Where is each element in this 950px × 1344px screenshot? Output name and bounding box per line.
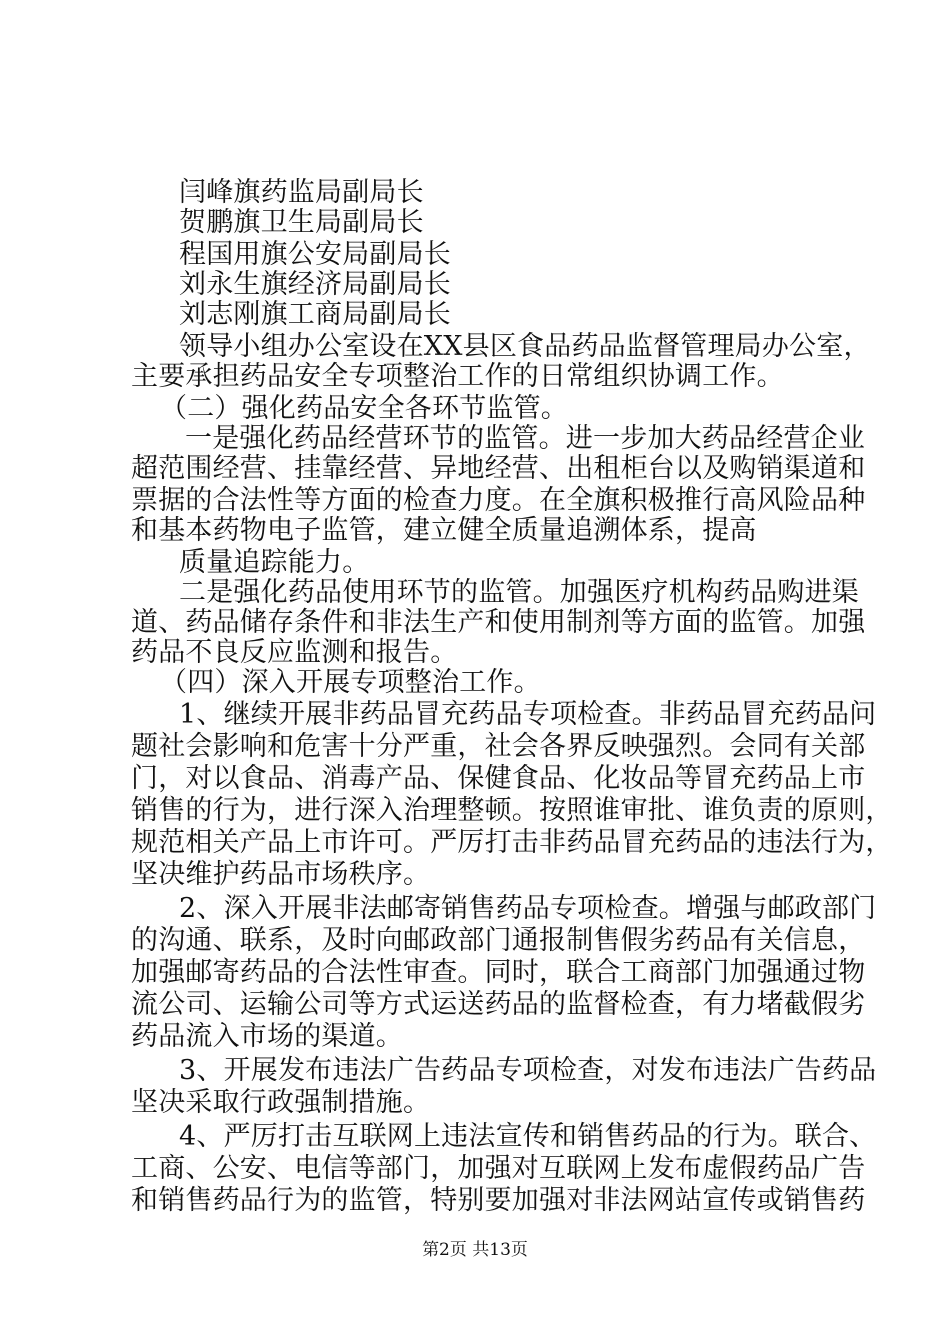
text-line: 销售的行为，进行深入治理整顿。按照谁审批、谁负责的原则， <box>131 795 893 826</box>
text-line: 和销售药品行为的监管，特别要加强对非法网站宣传或销售药 <box>131 1185 866 1216</box>
page-number-footer: 第2页 共13页 <box>422 1240 528 1260</box>
text-line: 闫峰旗药监局副局长 <box>179 177 424 208</box>
text-line: 门，对以食品、消毒产品、保健食品、化妆品等冒充药品上市 <box>131 763 866 794</box>
text-line: 二是强化药品使用环节的监管。加强医疗机构药品购进渠 <box>179 577 859 608</box>
text-line: 一是强化药品经营环节的监管。进一步加大药品经营企业 <box>185 423 865 454</box>
text-line: 超范围经营、挂靠经营、异地经营、出租柜台以及购销渠道和 <box>131 453 866 484</box>
text-line: 坚决维护药品市场秩序。 <box>131 859 431 890</box>
text-line: （四）深入开展专项整治工作。 <box>160 667 541 698</box>
text-line: 工商、公安、电信等部门，加强对互联网上发布虚假药品广告 <box>131 1153 866 1184</box>
text-line: 1、继续开展非药品冒充药品专项检查。非药品冒充药品问 <box>179 699 877 730</box>
text-line: 2、深入开展非法邮寄销售药品专项检查。增强与邮政部门 <box>179 893 877 924</box>
text-line: 道、药品储存条件和非法生产和使用制剂等方面的监管。加强 <box>131 607 866 638</box>
text-line: 领导小组办公室设在XX县区食品药品监督管理局办公室， <box>179 331 871 362</box>
text-line: 贺鹏旗卫生局副局长 <box>179 207 424 238</box>
text-line: 流公司、运输公司等方式运送药品的监督检查，有力堵截假劣 <box>131 989 866 1020</box>
text-line: 的沟通、联系，及时向邮政部门通报制售假劣药品有关信息， <box>131 925 866 956</box>
text-line: 和基本药物电子监管，建立健全质量追溯体系，提高 <box>131 515 757 546</box>
text-line: 主要承担药品安全专项整治工作的日常组织协调工作。 <box>131 361 784 392</box>
text-line: 程国用旗公安局副局长 <box>179 239 451 270</box>
text-line: （二）强化药品安全各环节监管。 <box>160 393 568 424</box>
text-line: 票据的合法性等方面的检查力度。在全旗积极推行高风险品种 <box>131 485 866 516</box>
text-line: 4、严厉打击互联网上违法宣传和销售药品的行为。联合、 <box>179 1121 877 1152</box>
text-line: 刘志刚旗工商局副局长 <box>179 299 451 330</box>
text-line: 质量追踪能力。 <box>179 547 370 578</box>
text-line: 加强邮寄药品的合法性审查。同时，联合工商部门加强通过物 <box>131 957 866 988</box>
text-line: 坚决采取行政强制措施。 <box>131 1087 431 1118</box>
text-line: 药品不良反应监测和报告。 <box>131 637 458 668</box>
text-line: 题社会影响和危害十分严重，社会各界反映强烈。会同有关部 <box>131 731 866 762</box>
text-line: 药品流入市场的渠道。 <box>131 1021 403 1052</box>
text-line: 规范相关产品上市许可。严厉打击非药品冒充药品的违法行为， <box>131 827 893 858</box>
text-line: 3、开展发布违法广告药品专项检查，对发布违法广告药品 <box>179 1055 877 1086</box>
text-line: 刘永生旗经济局副局长 <box>179 269 451 300</box>
